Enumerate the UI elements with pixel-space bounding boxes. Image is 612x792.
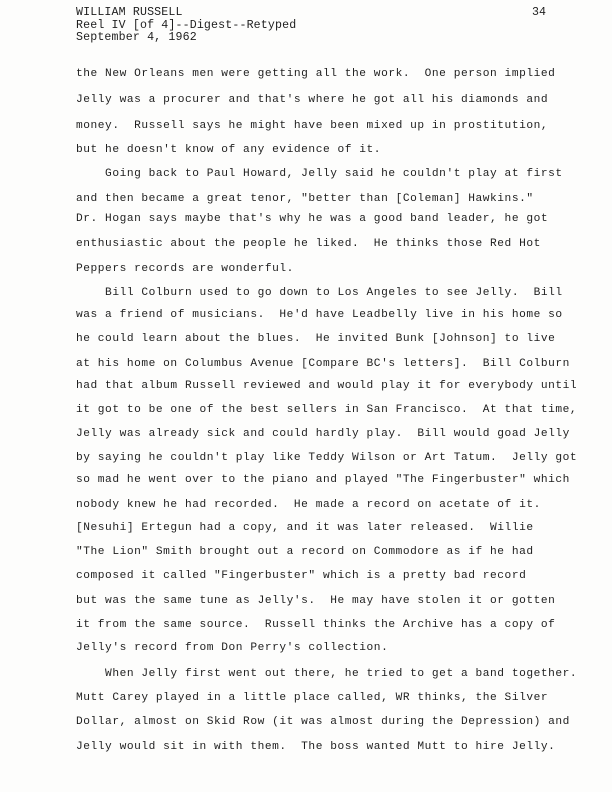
body-line: at his home on Columbus Avenue [Compare BC's letters]. Bill Colburn (76, 358, 570, 370)
body-line: Jelly would sit in with them. The boss wanted Mutt to hire Jelly. (76, 741, 556, 753)
body-line: it got to be one of the best sellers in San Francisco. At that time, (76, 404, 578, 416)
body-line: it from the same source. Russell thinks the Archive has a copy of (76, 619, 556, 631)
body-line: Bill Colburn used to go down to Los Angeles to see Jelly. Bill (76, 287, 563, 299)
body-line: by saying he couldn't play like Teddy Wilson or Art Tatum. Jelly got (76, 452, 578, 464)
body-line: but was the same tune as Jelly's. He may have stolen it or gotten (76, 595, 556, 607)
body-line: When Jelly first went out there, he tried to get a band together. (76, 668, 578, 680)
body-line: "The Lion" Smith brought out a record on Commodore as if he had (76, 546, 534, 558)
body-line: was a friend of musicians. He'd have Leadbelly live in his home so (76, 309, 563, 321)
body-line: Dollar, almost on Skid Row (it was almost during the Depression) and (76, 716, 570, 728)
body-line: he could learn about the blues. He invited Bunk [Johnson] to live (76, 333, 556, 345)
body-line: money. Russell says he might have been mixed up in prostitution, (76, 120, 549, 132)
body-line: Mutt Carey played in a little place called, WR thinks, the Silver (76, 692, 549, 704)
page-number: 34 (532, 6, 546, 19)
body-line: had that album Russell reviewed and would play it for everybody until (76, 380, 578, 392)
body-line: Jelly was already sick and could hardly play. Bill would goad Jelly (76, 428, 570, 440)
body-line: so mad he went over to the piano and played "The Fingerbuster" which (76, 474, 570, 486)
header-name: WILLIAM RUSSELL (76, 6, 183, 19)
body-line: composed it called "Fingerbuster" which is a pretty bad record (76, 570, 527, 582)
body-line: [Nesuhi] Ertegun had a copy, and it was later released. Willie (76, 522, 534, 534)
body-line: Peppers records are wonderful. (76, 263, 294, 275)
body-line: nobody knew he had recorded. He made a record on acetate of it. (76, 499, 541, 511)
document-header (76, 7, 296, 45)
body-line: and then became a great tenor, "better than [Coleman] Hawkins." (76, 193, 534, 205)
body-line: Jelly's record from Don Perry's collection. (76, 642, 389, 654)
header-date: September 4, 1962 (76, 31, 197, 44)
body-line: Dr. Hogan says maybe that's why he was a good band leader, he got (76, 213, 549, 225)
header-reel: Reel IV [of 4]--Digest--Retyped (76, 18, 297, 32)
body-line: but he doesn't know of any evidence of it. (76, 144, 382, 156)
body-line: Going back to Paul Howard, Jelly said he couldn't play at first (76, 168, 563, 180)
body-line: Jelly was a procurer and that's where he got all his diamonds and (76, 94, 549, 106)
body-line: the New Orleans men were getting all the work. One person implied (76, 68, 556, 80)
body-line: enthusiastic about the people he liked. He thinks those Red Hot (76, 238, 541, 250)
